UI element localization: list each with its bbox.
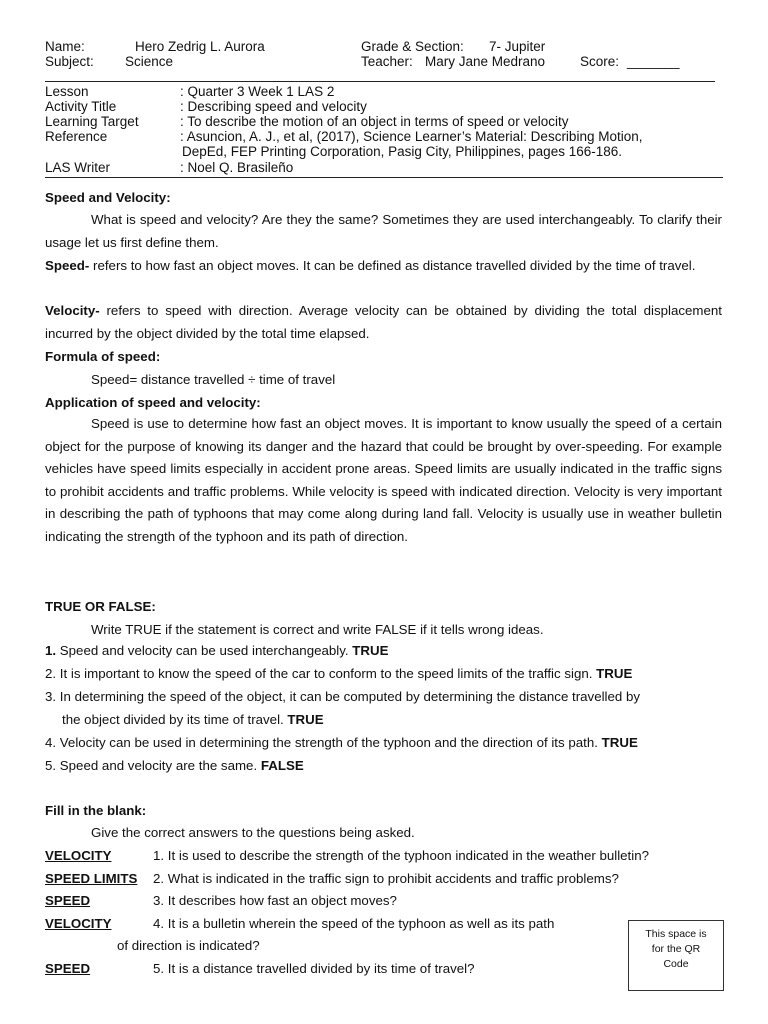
intro-paragraph: What is speed and velocity? Are they the same? Sometimes they are used interchangeably. To clarify their usage let us first define them. (45, 212, 722, 250)
fib-question: 4. It is a bulletin wherein the speed of the typhoon as well as its path (153, 916, 555, 931)
fib-item-1 (45, 848, 649, 863)
velocity-term: Velocity- (45, 303, 100, 318)
target-value: : To describe the motion of an object in terms of speed or velocity (180, 114, 569, 129)
subject-label: Subject: (45, 54, 94, 69)
reference-value-1: : Asuncion, A. J., et al, (2017), Science Learner’s Material: Describing Motion, (180, 129, 643, 144)
header-rule (45, 81, 715, 82)
speed-def-text: refers to how fast an object moves. It can be defined as distance travelled divided by the time of travel. (89, 258, 696, 273)
writer-label: LAS Writer (45, 160, 111, 175)
fib-heading: Fill in the blank: (45, 803, 147, 818)
fib-question: 3. It describes how fast an object moves? (153, 893, 397, 908)
student-name: Hero Zedrig L. Aurora (135, 39, 265, 54)
score-label: Score: (580, 54, 620, 69)
tf-item-1 (45, 643, 388, 658)
tf-item-3-cont (62, 712, 324, 727)
teacher-label: Teacher: (361, 54, 413, 69)
reference-value-2: DepEd, FEP Printing Corporation, Pasig City, Philippines, pages 166-186. (182, 144, 622, 159)
velocity-def-text: refers to speed with direction. Average velocity can be obtained by dividing the total displacement incurred by the object divided by the total time elapsed. (45, 303, 722, 341)
qr-code-placeholder (628, 920, 724, 991)
grade-section: 7- Jupiter (489, 39, 546, 54)
tf-item-4 (45, 735, 638, 750)
tf-heading: TRUE OR FALSE: (45, 599, 156, 614)
target-label: Learning Target (45, 114, 139, 129)
fib-item-5 (45, 961, 475, 976)
tf-item-text: It is important to know the speed of the car to conform to the speed limits of the traffic sign. (56, 666, 597, 681)
velocity-definition (45, 300, 722, 345)
tf-item-number: 5. (45, 758, 57, 773)
teacher-name: Mary Jane Medrano (425, 54, 546, 69)
meta-rule (45, 177, 723, 178)
qr-text-line-2: for the QR (651, 943, 701, 955)
tf-item-text: Speed and velocity can be used interchangeably. (56, 643, 353, 658)
fib-question: 5. It is a distance travelled divided by its time of travel? (153, 961, 475, 976)
application-heading: Application of speed and velocity: (45, 395, 261, 410)
lesson-label: Lesson (45, 84, 89, 99)
fib-answer: SPEED (45, 961, 91, 976)
formula-heading: Formula of speed: (45, 349, 161, 364)
tf-item-number: 1. (45, 643, 57, 658)
fib-item-4-cont: of direction is indicated? (117, 938, 260, 953)
tf-item-text: the object divided by its time of travel. (62, 712, 288, 727)
lesson-value: : Quarter 3 Week 1 LAS 2 (180, 84, 335, 99)
activity-value: : Describing speed and velocity (180, 99, 367, 114)
tf-answer: FALSE (260, 758, 304, 773)
fib-answer: VELOCITY (45, 916, 112, 931)
speed-term: Speed- (45, 258, 90, 273)
activity-label: Activity Title (45, 99, 117, 114)
tf-item-number: 4. (45, 735, 57, 750)
tf-item-5 (45, 758, 304, 773)
tf-answer: TRUE (352, 643, 389, 658)
fib-answer: VELOCITY (45, 848, 112, 863)
tf-item-text: Speed and velocity are the same. (56, 758, 261, 773)
tf-item-3 (45, 689, 640, 704)
tf-answer: TRUE (287, 712, 324, 727)
fib-question: 1. It is used to describe the strength of the typhoon indicated in the weather bulletin? (153, 848, 649, 863)
tf-item-number: 3. (45, 689, 57, 704)
name-label: Name: (45, 39, 85, 54)
tf-instruction: Write TRUE if the statement is correct and write FALSE if it tells wrong ideas. (91, 622, 544, 637)
fib-question: 2. What is indicated in the traffic sign to prohibit accidents and traffic problems? (153, 871, 619, 886)
fib-instruction: Give the correct answers to the questions being asked. (91, 825, 415, 840)
tf-item-number: 2. (45, 666, 57, 681)
tf-item-2 (45, 666, 632, 681)
qr-text-line-3: Code (663, 958, 689, 970)
grade-label: Grade & Section: (361, 39, 464, 54)
fib-answer: SPEED (45, 893, 91, 908)
fib-item-4 (45, 916, 554, 931)
tf-item-text: In determining the speed of the object, it can be computed by determining the distance travelled by (56, 689, 641, 704)
application-paragraph: Speed is use to determine how fast an object moves. It is important to know usually the speed of a certain object for the purpose of knowing its danger and the hazard that could be brought by over-speeding. For example vehicles have speed limits especially in accident prone areas. Speed limits are usually indicated in the traffic signs to prohibit accidents and traffic problems. While velocity is speed with indicated direction. Velocity is very important in describing the path of typhoons that may come along during land fall. Velocity is usually use in weather bulletin indicating the strength of the typhoon and its path of direction. (45, 416, 722, 544)
heading-speed-velocity: Speed and Velocity: (45, 190, 171, 205)
reference-label: Reference (45, 129, 108, 144)
tf-item-text: Velocity can be used in determining the strength of the typhoon and the direction of its path. (56, 735, 602, 750)
writer-value: : Noel Q. Brasileño (180, 160, 294, 175)
fib-item-3 (45, 893, 397, 908)
speed-definition (45, 255, 722, 278)
fib-item-2 (45, 871, 619, 886)
score-blank: _______ (627, 54, 680, 69)
subject-value: Science (125, 54, 174, 69)
qr-text-line-1: This space is (645, 928, 707, 940)
tf-answer: TRUE (601, 735, 638, 750)
formula-text: Speed= distance travelled ÷ time of travel (91, 372, 336, 387)
fib-answer: SPEED LIMITS (45, 871, 138, 886)
tf-answer: TRUE (596, 666, 633, 681)
